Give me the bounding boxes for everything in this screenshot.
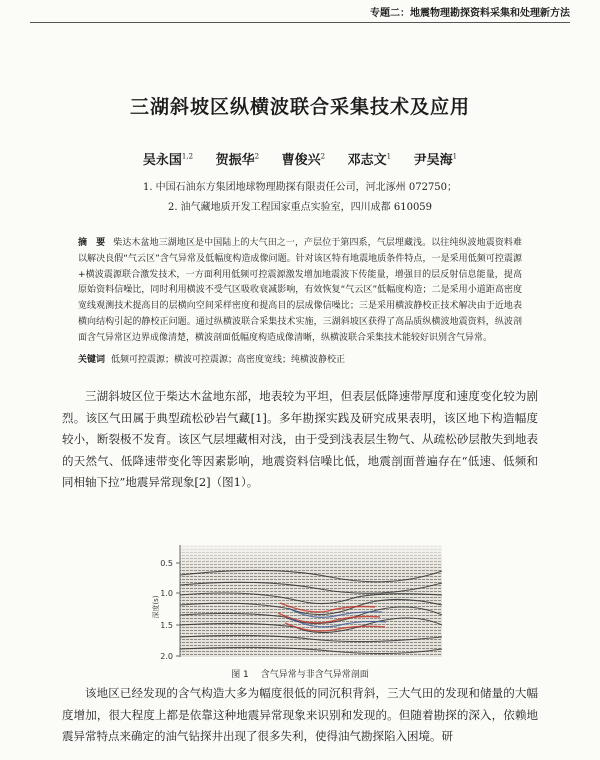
keywords-text: 低频可控震源；横波可控震源；高密度宽线；纯横波静校正 [111, 355, 346, 365]
author: 曹俊兴$^2$ [281, 152, 326, 168]
y-axis-label: 深度(s) [152, 595, 160, 619]
author: 贺振华$^2$ [215, 152, 260, 168]
affiliation-2: 2. 油气藏地质开发工程国家重点实验室，四川成都 610059 [167, 202, 433, 213]
abstract-label: 摘 要 [78, 238, 106, 248]
y-tick: 1.5 [160, 621, 173, 630]
keywords-label: 关键词 [78, 355, 106, 365]
y-tick: 1.0 [160, 589, 173, 598]
paper-title: 三湖斜坡区纵横波联合采集技术及应用 [129, 96, 470, 118]
affiliation-1: 1. 中国石油东方集团地球物理勘探有限责任公司，河北涿州 072750； [142, 182, 458, 193]
seismic-section-image [150, 545, 450, 663]
body-paragraph-1: 三湖斜坡区位于柴达木盆地东部，地表较为平坦，但表层低降速带厚度和速度变化较为剧烈。该区气田属于典型疏松砂岩气藏[1]。多年勘探实践及研究成果表明，该区地下构造幅度较小，断裂极不发育。该区气层埋藏相对浅，由于受到浅表层生物气、从疏松砂层散失到地表的天然气、低降速带变化等因素影响，地震资料信噪比低，地震剖面普遍存在“低速、低频和同相轴下拉”地震异常现象[2]（图1）。 [62, 389, 538, 489]
body-paragraph-2: 该地区已经发现的含气构造大多为幅度很低的同沉积背斜，三大气田的发现和储量的大幅度增加，很大程度上都是依靠这种地震异常现象来识别和发现的。但随着勘探的深入，依赖地震异常特点来确定的油气钻探井出现了很多失利，使得油气勘探陷入困境。研 [62, 686, 538, 743]
y-tick: 0.5 [160, 559, 173, 568]
abstract-text: 柴达木盆地三湖地区是中国陆上的大气田之一，产层位于第四系，气层埋藏浅。以往纯纵波地震资料难以解决良假“气云区”含气异常及低幅度构造成像问题。针对该区特有地震地质条件特点，一是采用低频可控震源+横波震源联合激发技术，一方面利用低频可控震源激发增加地震波下传能量，增强目的层反射信息能量，提高原始资料信噪比，同时利用横波不受气区吸收衰减影响，有效恢复“气云区”低幅度构造；二是采用小道距高密度宽线观测技术提高目的层横向空间采样密度和提高目的层成像信噪比；三是采用横波静校正技术解决由于近地表横向结构引起的静校正问题。通过纵横波联合采集技术实施，三湖斜坡区获得了高品质纵横波地震资料，纵波剖面含气异常区边界成像清楚，横波剖面低幅度构造成像清晰，纵横波联合采集技术能较好识别含气异常。 [78, 238, 522, 343]
figure-caption [0, 667, 600, 680]
author: 吴永国$^{1,2}$ [142, 152, 194, 168]
author: 尹吴海$^1$ [413, 152, 458, 168]
figure-number: 图 1 [231, 670, 249, 680]
running-header [30, 0, 570, 23]
seismic-figure [150, 545, 450, 663]
keywords [78, 352, 522, 365]
author-list [0, 149, 600, 168]
author: 邓志文$^1$ [347, 152, 392, 168]
abstract [78, 236, 522, 347]
caption-text: 含气异常与非含气异常剖面 [260, 670, 369, 680]
section-title: 专题二：地震物理勘探资料采集和处理新方法 [370, 7, 570, 19]
y-tick: 2.0 [160, 652, 173, 661]
